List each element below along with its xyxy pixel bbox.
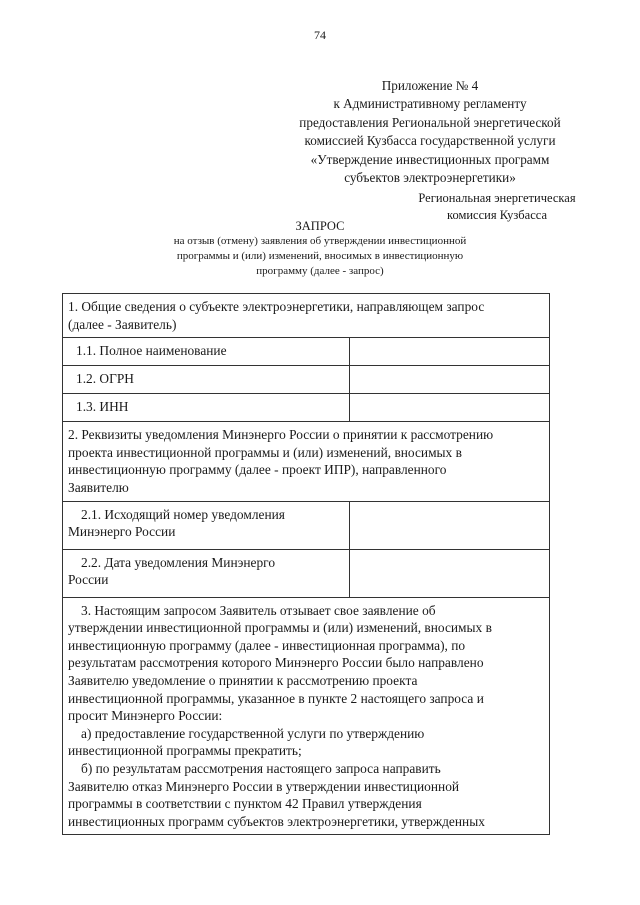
section3-line: инвестиционную программу (далее - инвестиционная программа), по [68,637,466,653]
section2-title [63,422,550,501]
inn-label: 1.3. ИНН [63,394,350,422]
request-subtitle-line: на отзыв (отмену) заявления об утверждении инвестиционной [173,235,467,247]
notice-date-label-line: 2.2. Дата уведомления Минэнерго [81,554,276,570]
notice-date-label-line: России [68,572,109,588]
section2-title-line: инвестиционную программу (далее - проект ИПР), направленного [68,462,447,478]
recipient-line: комиссия Кузбасса [447,208,547,222]
request-subtitle-line: программу (далее - запрос) [256,265,384,277]
form-row-full-name [63,338,550,366]
section3-line: Заявителю отказ Минэнерго России в утверждении инвестиционной [68,778,460,794]
inn-value[interactable] [350,394,550,422]
notice-date-value[interactable] [350,549,550,597]
full-name-label: 1.1. Полное наименование [63,338,350,366]
section3-line: а) предоставление государственной услуги по утверждению [81,725,425,741]
section2-title-line: 2. Реквизиты уведомления Минэнерго России о принятии к рассмотрению [68,427,494,443]
section2-title-line: проекта инвестиционной программы и (или) изменений, вносимых в [68,444,462,460]
ogrn-label: 1.2. ОГРН [63,366,350,394]
appendix-line: к Административному регламенту [333,96,527,112]
request-title-block [110,218,530,279]
section3-line: инвестиционной программы прекратить; [68,743,302,759]
section3-row [63,597,550,835]
section1-title [63,294,550,338]
appendix-line: субъектов электроэнергетики» [344,170,516,186]
form-row-ogrn [63,366,550,394]
request-subtitle-line: программы и (или) изменений, вносимых в инвестиционную [176,250,464,262]
recipient-line: Региональная энергетическая [418,191,576,205]
request-form-table [62,293,550,835]
appendix-line: Приложение № 4 [381,78,479,93]
page-number: 74 [314,28,326,42]
request-title: ЗАПРОС [295,219,345,233]
section3-line: 3. Настоящим запросом Заявитель отзывает свое заявление об [81,602,436,618]
form-row-notice-date [63,549,550,597]
appendix-header [270,77,590,187]
appendix-line: «Утверждение инвестиционных программ [310,151,550,167]
notice-number-value[interactable] [350,501,550,549]
notice-number-label-line: Минэнерго России [68,524,176,540]
full-name-value[interactable] [350,338,550,366]
section3-line: инвестиционных программ субъектов электроэнергетики, утвержденных [68,813,485,829]
section1-title-line: (далее - Заявитель) [68,316,177,332]
form-row-inn [63,394,550,422]
notice-date-label [63,549,350,597]
section2-title-line: Заявителю [68,479,129,495]
notice-number-label [63,501,350,549]
section1-header-row [63,294,550,338]
section2-header-row [63,422,550,501]
form-row-notice-number [63,501,550,549]
section3-line: программы в соответствии с пунктом 42 Правил утверждения [68,796,422,812]
appendix-line: комиссией Кузбасса государственной услуги [304,133,556,149]
section3-line: утверждении инвестиционной программы и (или) изменений, вносимых в [68,620,492,636]
section3-line: результатам рассмотрения которого Минэнерго России было направлено [68,655,484,671]
section3-line: инвестиционной программы, указанное в пункте 2 настоящего запроса и [68,690,484,706]
section1-title-line: 1. Общие сведения о субъекте электроэнергетики, направляющем запрос [68,299,485,314]
appendix-line: предоставления Региональной энергетической [299,114,561,130]
section3-line: б) по результатам рассмотрения настоящего запроса направить [81,760,441,776]
section3-line: Заявителю уведомление о принятии к рассмотрению проекта [68,672,418,688]
ogrn-value[interactable] [350,366,550,394]
section3-text [63,597,550,835]
section3-line: просит Минэнерго России: [68,708,223,724]
notice-number-label-line: 2.1. Исходящий номер уведомления [81,506,285,522]
